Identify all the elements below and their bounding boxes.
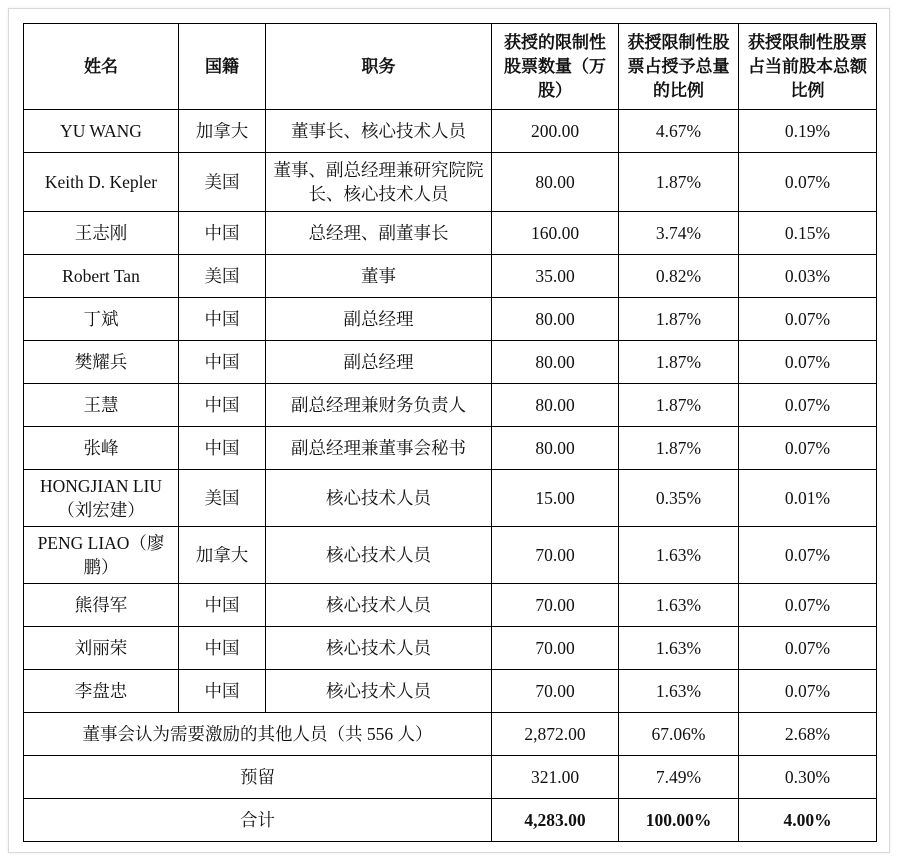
cell-nationality: 中国 (179, 427, 266, 470)
header-shares: 获授的限制性股票数量（万股） (492, 24, 619, 110)
total-grant-ratio: 100.00% (619, 799, 739, 842)
cell-name: 张峰 (24, 427, 179, 470)
table-row (24, 341, 877, 384)
cell-shares: 70.00 (492, 627, 619, 670)
cell-nationality: 美国 (179, 470, 266, 527)
cell-grant-ratio: 1.87% (619, 341, 739, 384)
cell-name: HONGJIAN LIU（刘宏建） (24, 470, 179, 527)
header-row (24, 24, 877, 110)
cell-name: Keith D. Kepler (24, 153, 179, 212)
cell-position: 核心技术人员 (266, 527, 492, 584)
others-row (24, 713, 877, 756)
table-row (24, 627, 877, 670)
cell-position: 副总经理 (266, 341, 492, 384)
cell-name: 熊得军 (24, 584, 179, 627)
cell-equity-ratio: 0.07% (739, 341, 877, 384)
reserve-row (24, 756, 877, 799)
cell-equity-ratio: 0.03% (739, 255, 877, 298)
total-label: 合计 (24, 799, 492, 842)
cell-name: YU WANG (24, 110, 179, 153)
others-shares: 2,872.00 (492, 713, 619, 756)
others-label: 董事会认为需要激励的其他人员（共 556 人） (24, 713, 492, 756)
cell-shares: 15.00 (492, 470, 619, 527)
table-row (24, 153, 877, 212)
cell-nationality: 中国 (179, 584, 266, 627)
cell-shares: 80.00 (492, 384, 619, 427)
cell-equity-ratio: 0.07% (739, 527, 877, 584)
table-row (24, 427, 877, 470)
others-grant-ratio: 67.06% (619, 713, 739, 756)
cell-shares: 35.00 (492, 255, 619, 298)
cell-nationality: 中国 (179, 627, 266, 670)
total-row (24, 799, 877, 842)
cell-position: 核心技术人员 (266, 584, 492, 627)
table-row (24, 470, 877, 527)
cell-shares: 70.00 (492, 670, 619, 713)
table-row (24, 212, 877, 255)
cell-position: 副总经理兼董事会秘书 (266, 427, 492, 470)
cell-shares: 80.00 (492, 427, 619, 470)
total-equity-ratio: 4.00% (739, 799, 877, 842)
header-equity-ratio: 获授限制性股票占当前股本总额比例 (739, 24, 877, 110)
cell-name: 李盘忠 (24, 670, 179, 713)
cell-shares: 70.00 (492, 584, 619, 627)
cell-nationality: 中国 (179, 384, 266, 427)
cell-grant-ratio: 1.87% (619, 153, 739, 212)
cell-position: 总经理、副董事长 (266, 212, 492, 255)
cell-grant-ratio: 3.74% (619, 212, 739, 255)
cell-shares: 160.00 (492, 212, 619, 255)
cell-position: 副总经理 (266, 298, 492, 341)
cell-nationality: 中国 (179, 298, 266, 341)
cell-position: 董事长、核心技术人员 (266, 110, 492, 153)
cell-equity-ratio: 0.07% (739, 627, 877, 670)
cell-equity-ratio: 0.01% (739, 470, 877, 527)
reserve-equity-ratio: 0.30% (739, 756, 877, 799)
restricted-stock-allocation-table (23, 23, 877, 842)
cell-grant-ratio: 0.82% (619, 255, 739, 298)
cell-equity-ratio: 0.07% (739, 384, 877, 427)
cell-grant-ratio: 1.87% (619, 427, 739, 470)
cell-position: 董事 (266, 255, 492, 298)
cell-name: 丁斌 (24, 298, 179, 341)
cell-nationality: 美国 (179, 255, 266, 298)
header-name: 姓名 (24, 24, 179, 110)
cell-name: PENG LIAO（廖鹏） (24, 527, 179, 584)
cell-position: 董事、副总经理兼研究院院长、核心技术人员 (266, 153, 492, 212)
cell-grant-ratio: 1.63% (619, 584, 739, 627)
cell-grant-ratio: 4.67% (619, 110, 739, 153)
cell-grant-ratio: 0.35% (619, 470, 739, 527)
cell-grant-ratio: 1.63% (619, 527, 739, 584)
table-row (24, 110, 877, 153)
cell-equity-ratio: 0.07% (739, 670, 877, 713)
reserve-label: 预留 (24, 756, 492, 799)
table-row (24, 527, 877, 584)
cell-shares: 70.00 (492, 527, 619, 584)
cell-name: 樊耀兵 (24, 341, 179, 384)
cell-name: 王慧 (24, 384, 179, 427)
cell-equity-ratio: 0.07% (739, 584, 877, 627)
cell-nationality: 中国 (179, 670, 266, 713)
table-row (24, 584, 877, 627)
table-row (24, 298, 877, 341)
cell-position: 核心技术人员 (266, 470, 492, 527)
cell-grant-ratio: 1.63% (619, 670, 739, 713)
table-row (24, 384, 877, 427)
cell-position: 核心技术人员 (266, 627, 492, 670)
total-shares: 4,283.00 (492, 799, 619, 842)
header-grant-ratio: 获授限制性股票占授予总量的比例 (619, 24, 739, 110)
cell-equity-ratio: 0.15% (739, 212, 877, 255)
cell-shares: 80.00 (492, 298, 619, 341)
cell-nationality: 加拿大 (179, 110, 266, 153)
cell-position: 副总经理兼财务负责人 (266, 384, 492, 427)
cell-equity-ratio: 0.07% (739, 298, 877, 341)
cell-shares: 80.00 (492, 341, 619, 384)
cell-position: 核心技术人员 (266, 670, 492, 713)
reserve-shares: 321.00 (492, 756, 619, 799)
cell-shares: 80.00 (492, 153, 619, 212)
cell-grant-ratio: 1.63% (619, 627, 739, 670)
cell-nationality: 美国 (179, 153, 266, 212)
cell-name: 刘丽荣 (24, 627, 179, 670)
cell-grant-ratio: 1.87% (619, 298, 739, 341)
cell-shares: 200.00 (492, 110, 619, 153)
table-row (24, 670, 877, 713)
cell-name: Robert Tan (24, 255, 179, 298)
cell-name: 王志刚 (24, 212, 179, 255)
cell-nationality: 中国 (179, 212, 266, 255)
header-nationality: 国籍 (179, 24, 266, 110)
cell-equity-ratio: 0.07% (739, 153, 877, 212)
table-row (24, 255, 877, 298)
cell-nationality: 中国 (179, 341, 266, 384)
reserve-grant-ratio: 7.49% (619, 756, 739, 799)
cell-equity-ratio: 0.19% (739, 110, 877, 153)
others-equity-ratio: 2.68% (739, 713, 877, 756)
header-position: 职务 (266, 24, 492, 110)
cell-equity-ratio: 0.07% (739, 427, 877, 470)
cell-grant-ratio: 1.87% (619, 384, 739, 427)
cell-nationality: 加拿大 (179, 527, 266, 584)
